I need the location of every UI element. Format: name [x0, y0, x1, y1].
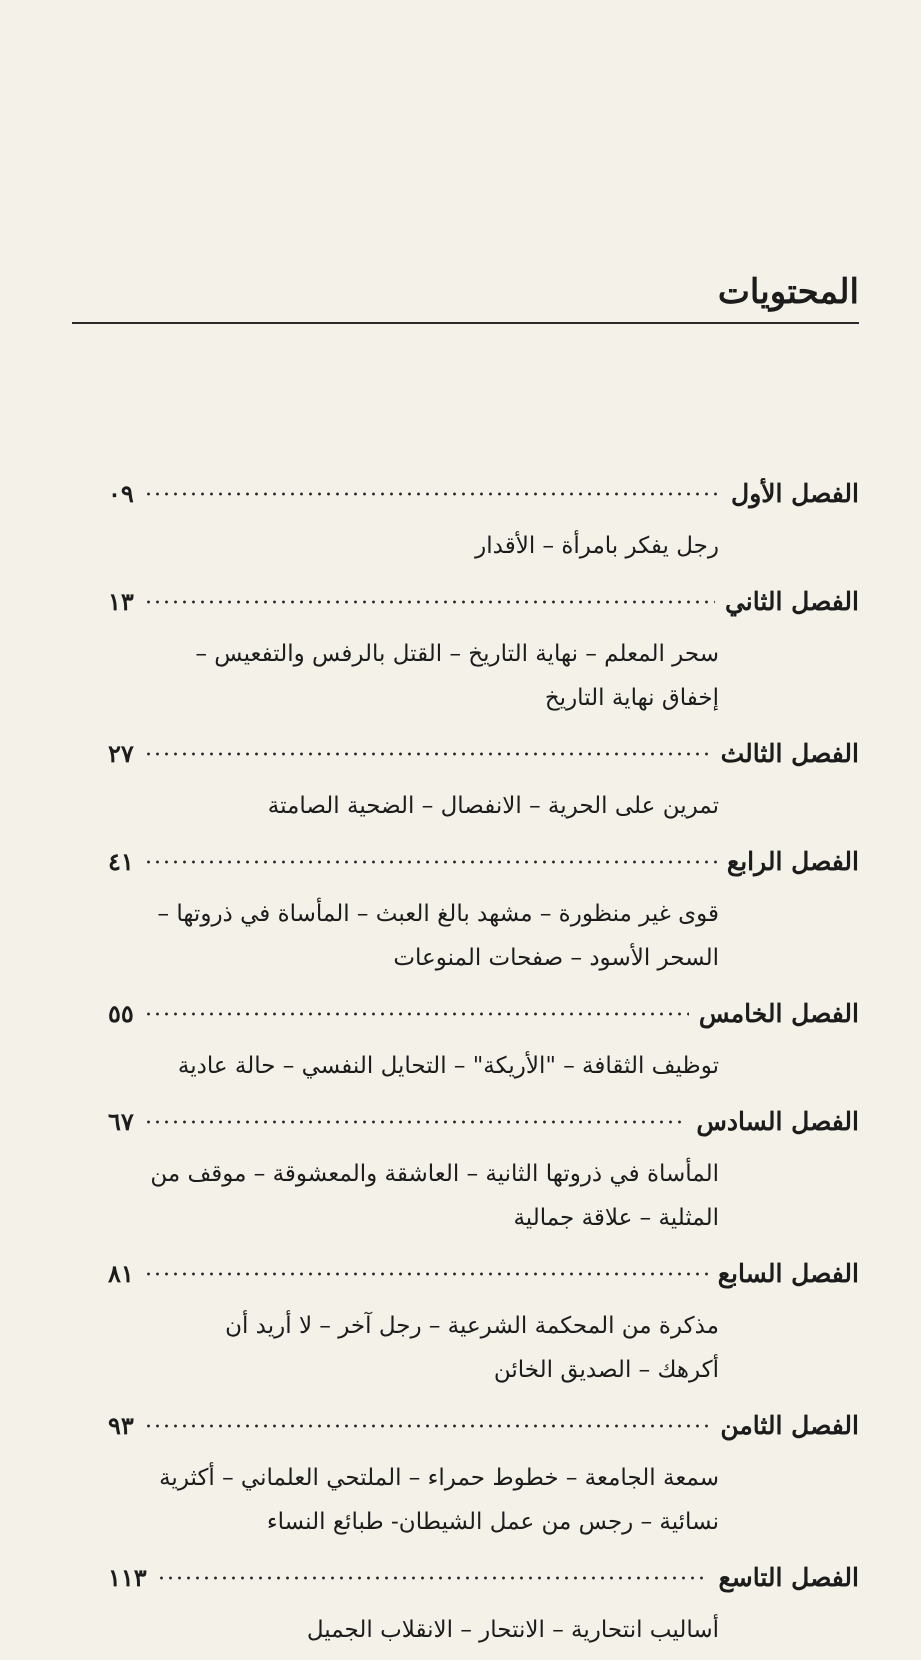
toc-entry	[108, 988, 859, 1096]
toc-entry	[108, 1248, 859, 1400]
dot-leader	[144, 580, 715, 610]
toc-entry	[108, 1552, 859, 1660]
toc-entry	[108, 576, 859, 728]
section-line: توظيف الثقافة – "الأريكة" – التحايل النفسي – حالة عادية	[177, 1053, 719, 1079]
section-line: أكرهك – الصديق الخائن	[493, 1357, 719, 1383]
chapter-title: الفصل الثاني	[724, 587, 859, 616]
chapter-title: الفصل الخامس	[698, 999, 859, 1028]
chapter-title: الفصل الأول	[731, 479, 859, 508]
chapter-sections	[108, 780, 719, 836]
chapter-row[interactable]	[108, 468, 859, 520]
chapter-title: الفصل الرابع	[726, 847, 859, 876]
chapter-sections	[108, 888, 719, 988]
chapter-sections	[108, 1452, 719, 1552]
chapter-title: الفصل السابع	[717, 1259, 859, 1288]
chapter-sections	[108, 1148, 719, 1248]
section-line: تمرين على الحرية – الانفصال – الضحية الصامتة	[267, 793, 719, 819]
section-line: أساليب انتحارية – الانتحار – الانقلاب الجميل	[306, 1617, 719, 1643]
chapter-page-number: ٨١	[108, 1259, 134, 1288]
toc-entry	[108, 1096, 859, 1248]
section-line: السحر الأسود – صفحات المنوعات	[393, 945, 719, 971]
toc-entry	[108, 836, 859, 988]
dot-leader	[144, 472, 721, 502]
section-line: إخفاق نهاية التاريخ	[544, 685, 719, 711]
chapter-page-number: ٥٥	[108, 999, 134, 1028]
chapter-row[interactable]	[108, 988, 859, 1040]
chapter-page-number: ٤١	[108, 847, 134, 876]
chapter-row[interactable]	[108, 576, 859, 628]
dot-leader	[144, 992, 689, 1022]
section-line: نسائية – رجس من عمل الشيطان- طبائع النساء	[266, 1509, 719, 1535]
chapter-page-number: ٢٧	[108, 739, 134, 768]
toc-entry	[108, 1400, 859, 1552]
toc-entry	[108, 468, 859, 576]
chapter-title: الفصل الثالث	[720, 739, 859, 768]
chapter-row[interactable]	[108, 1096, 859, 1148]
toc-entry	[108, 728, 859, 836]
chapter-title: الفصل التاسع	[718, 1563, 859, 1592]
chapter-sections	[108, 520, 719, 576]
chapter-title: الفصل الثامن	[720, 1411, 859, 1440]
chapter-title: الفصل السادس	[696, 1107, 859, 1136]
chapter-page-number: ١٣	[108, 587, 134, 616]
chapter-row[interactable]	[108, 1400, 859, 1452]
page-title: المحتويات	[717, 272, 859, 312]
chapter-sections	[108, 628, 719, 728]
section-line: المثلية – علاقة جمالية	[513, 1205, 719, 1231]
dot-leader	[157, 1556, 709, 1586]
dot-leader	[144, 1252, 708, 1282]
chapter-row[interactable]	[108, 1248, 859, 1300]
chapter-sections	[108, 1604, 719, 1660]
chapter-page-number: ١١٣	[108, 1563, 147, 1592]
chapter-sections	[108, 1040, 719, 1096]
section-line: سحر المعلم – نهاية التاريخ – القتل بالرفس والتفعيس –	[195, 641, 719, 667]
chapter-row[interactable]	[108, 728, 859, 780]
table-of-contents	[108, 468, 859, 1660]
section-line: قوى غير منظورة – مشهد بالغ العبث – المأساة في ذروتها –	[157, 901, 719, 927]
section-line: رجل يفكر بامرأة – الأقدار	[475, 533, 719, 559]
dot-leader	[144, 1100, 687, 1130]
chapter-row[interactable]	[108, 1552, 859, 1604]
chapter-sections	[108, 1300, 719, 1400]
dot-leader	[144, 840, 717, 870]
section-line: سمعة الجامعة – خطوط حمراء – الملتحي العلماني – أكثرية	[159, 1465, 719, 1491]
chapter-page-number: ٠٩	[108, 479, 134, 508]
section-line: مذكرة من المحكمة الشرعية – رجل آخر – لا أريد أن	[225, 1313, 719, 1339]
chapter-page-number: ٩٣	[108, 1411, 134, 1440]
title-divider	[72, 322, 859, 324]
dot-leader	[144, 732, 711, 762]
chapter-row[interactable]	[108, 836, 859, 888]
chapter-page-number: ٦٧	[108, 1107, 134, 1136]
dot-leader	[144, 1404, 711, 1434]
section-line: المأساة في ذروتها الثانية – العاشقة والمعشوقة – موقف من	[150, 1161, 719, 1187]
